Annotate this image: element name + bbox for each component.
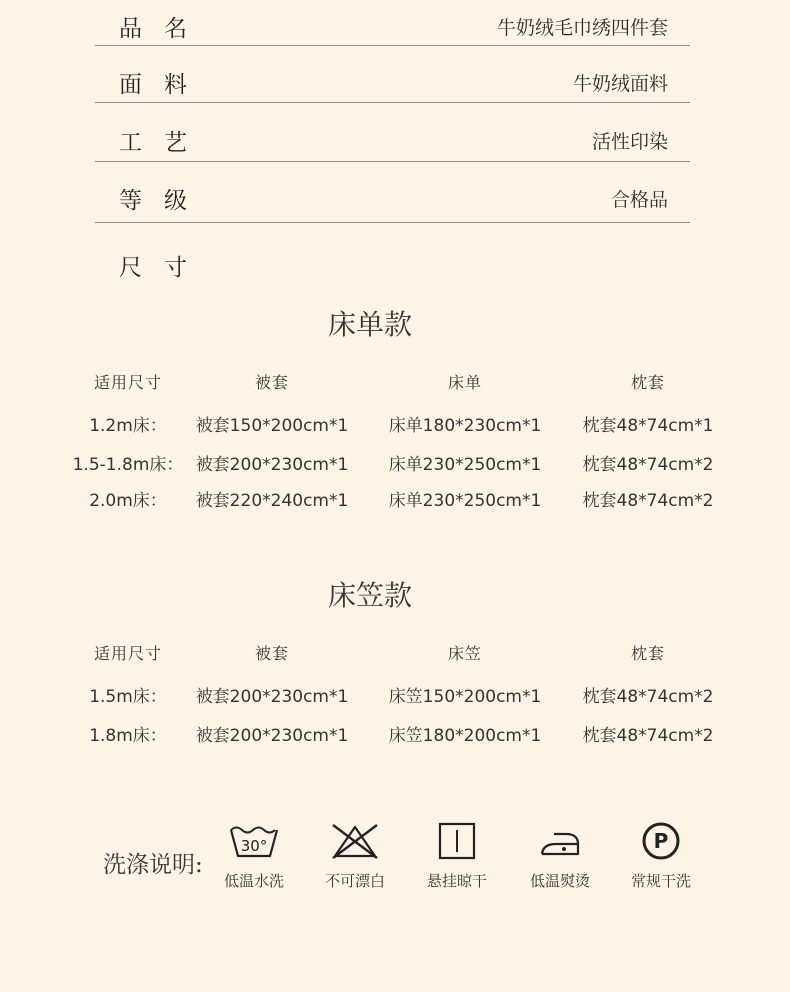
header-cell: 被套 — [254, 644, 290, 663]
table-cell: 1.5m床： — [89, 687, 167, 707]
table-row — [0, 682, 790, 708]
spec-row-name — [95, 10, 690, 44]
table-cell: 1.8m床： — [89, 726, 167, 746]
table-cell: 枕套48*74cm*2 — [582, 687, 714, 707]
divider — [95, 161, 690, 162]
table-cell: 床单230*250cm*1 — [388, 491, 542, 511]
table-row — [0, 486, 790, 512]
table-cell: 被套150*200cm*1 — [195, 416, 349, 436]
header-cell: 适用尺寸 — [93, 644, 163, 663]
table-cell: 被套200*230cm*1 — [195, 687, 349, 707]
table-header — [0, 641, 790, 667]
care-label: 不可漂白 — [324, 872, 385, 890]
header-cell: 适用尺寸 — [93, 373, 163, 392]
care-label: 常规干洗 — [630, 872, 691, 890]
care-item-dryclean — [611, 822, 711, 891]
spec-label: 品名 — [119, 16, 209, 42]
table-cell: 2.0m床： — [89, 491, 167, 511]
care-label: 低温熨烫 — [529, 872, 590, 890]
spec-label: 工艺 — [119, 130, 209, 156]
spec-value: 牛奶绒面料 — [572, 73, 668, 95]
divider — [95, 222, 690, 223]
care-item-dry — [407, 822, 507, 891]
spec-value: 合格品 — [610, 189, 668, 211]
spec-row-fabric — [95, 66, 690, 100]
table-cell: 枕套48*74cm*2 — [582, 455, 714, 475]
table-cell: 枕套48*74cm*1 — [582, 416, 714, 436]
header-cell: 被套 — [254, 373, 290, 392]
table-header — [0, 370, 790, 396]
spec-value: 牛奶绒毛巾绣四件套 — [496, 17, 668, 39]
table-cell: 床笠180*200cm*1 — [388, 726, 542, 746]
table-cell: 床单230*250cm*1 — [388, 455, 542, 475]
care-label: 悬挂晾干 — [426, 872, 487, 890]
table-row — [0, 721, 790, 747]
table-cell: 1.5-1.8m床： — [72, 455, 184, 475]
spec-row-size — [95, 249, 690, 283]
line-dry-icon — [431, 822, 483, 860]
table-cell: 被套200*230cm*1 — [195, 726, 349, 746]
divider — [95, 45, 690, 46]
spec-value: 活性印染 — [591, 131, 668, 153]
table-row — [0, 411, 790, 437]
wash-30-icon — [228, 822, 280, 860]
spec-row-craft — [95, 124, 690, 158]
no-bleach-icon — [329, 822, 381, 860]
care-item-wash — [204, 822, 304, 891]
table-row — [0, 450, 790, 476]
care-item-iron — [510, 822, 610, 891]
table-cell: 被套200*230cm*1 — [195, 455, 349, 475]
header-cell: 枕套 — [630, 644, 666, 663]
washing-title: 洗涤说明: — [103, 852, 203, 878]
wash-temp-symbol: 30° — [240, 837, 268, 855]
table-cell: 床笠150*200cm*1 — [388, 687, 542, 707]
dry-clean-symbol: P — [653, 829, 669, 853]
table-cell: 被套220*240cm*1 — [195, 491, 349, 511]
table-cell: 枕套48*74cm*2 — [582, 726, 714, 746]
divider — [95, 102, 690, 103]
header-cell: 床单 — [447, 373, 483, 392]
spec-label: 面料 — [119, 72, 209, 98]
iron-low-icon — [534, 822, 586, 860]
header-cell: 床笠 — [447, 644, 483, 663]
care-item-bleach — [305, 822, 405, 891]
spec-label: 尺寸 — [119, 255, 209, 281]
table-cell: 枕套48*74cm*2 — [582, 491, 714, 511]
header-cell: 枕套 — [630, 373, 666, 392]
table-cell: 床单180*230cm*1 — [388, 416, 542, 436]
care-label: 低温水洗 — [223, 872, 284, 890]
spec-label: 等级 — [119, 188, 209, 214]
section-title-sheet: 床单款 — [327, 308, 412, 341]
table-cell: 1.2m床： — [89, 416, 167, 436]
spec-row-grade — [95, 182, 690, 216]
section-title-fitted: 床笠款 — [327, 579, 412, 612]
dry-clean-p-icon — [635, 822, 687, 860]
